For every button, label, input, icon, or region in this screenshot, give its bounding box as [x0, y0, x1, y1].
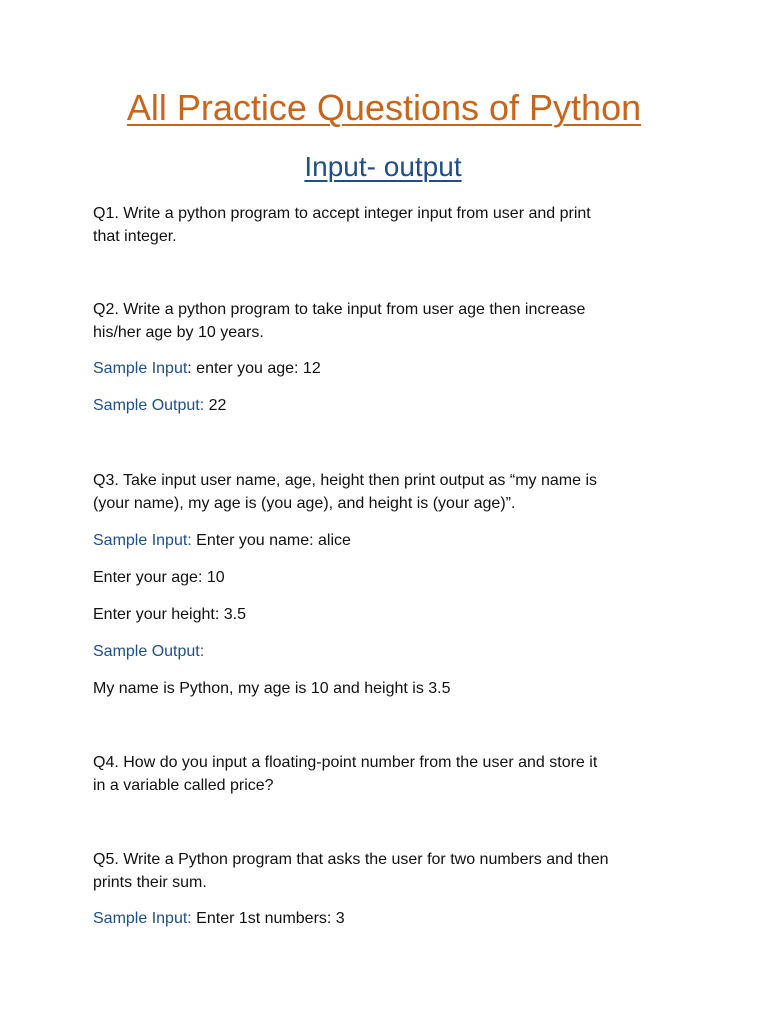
question-2-line-2: his/her age by 10 years. [93, 324, 264, 341]
document-title: All Practice Questions of Python [126, 87, 642, 128]
sample-input-value: Enter you name: alice [191, 532, 351, 549]
question-3-sample-input [93, 529, 693, 552]
question-3-age-line: Enter your age: 10 [93, 569, 225, 586]
question-3-sample-output [93, 640, 693, 663]
question-2-sample-output [93, 394, 693, 417]
question-3-line-2: (your name), my age is (you age), and height is (your age)”. [93, 495, 516, 512]
sample-input-label: Sample Input [93, 360, 188, 377]
sample-input-label: Sample Input: [93, 910, 192, 927]
sample-input-value: Enter 1st numbers: 3 [191, 910, 345, 927]
question-2-sample-input [93, 357, 693, 380]
sample-output-label: Sample Output: [93, 643, 205, 660]
section-heading: Input- output [304, 151, 462, 182]
sample-input-value: : enter you age: 12 [187, 360, 321, 377]
sample-output-value: 22 [204, 397, 227, 414]
question-3-line-1: Q3. Take input user name, age, height then print output as “my name is [93, 472, 597, 489]
question-1-line-2: that integer. [93, 228, 177, 245]
question-5-sample-input [93, 907, 693, 930]
question-3-output-line: My name is Python, my age is 10 and height is 3.5 [93, 680, 451, 697]
question-1-line-1: Q1. Write a python program to accept integer input from user and print [93, 205, 591, 222]
question-5-line-2: prints their sum. [93, 874, 207, 891]
question-2-line-1: Q2. Write a python program to take input from user age then increase [93, 301, 586, 318]
question-4-line-2: in a variable called price? [93, 777, 274, 794]
question-3-height-line: Enter your height: 3.5 [93, 606, 246, 623]
question-4-line-1: Q4. How do you input a floating-point number from the user and store it [93, 754, 598, 771]
sample-output-label: Sample Output: [93, 397, 205, 414]
question-5-line-1: Q5. Write a Python program that asks the user for two numbers and then [93, 851, 609, 868]
sample-input-label: Sample Input: [93, 532, 192, 549]
